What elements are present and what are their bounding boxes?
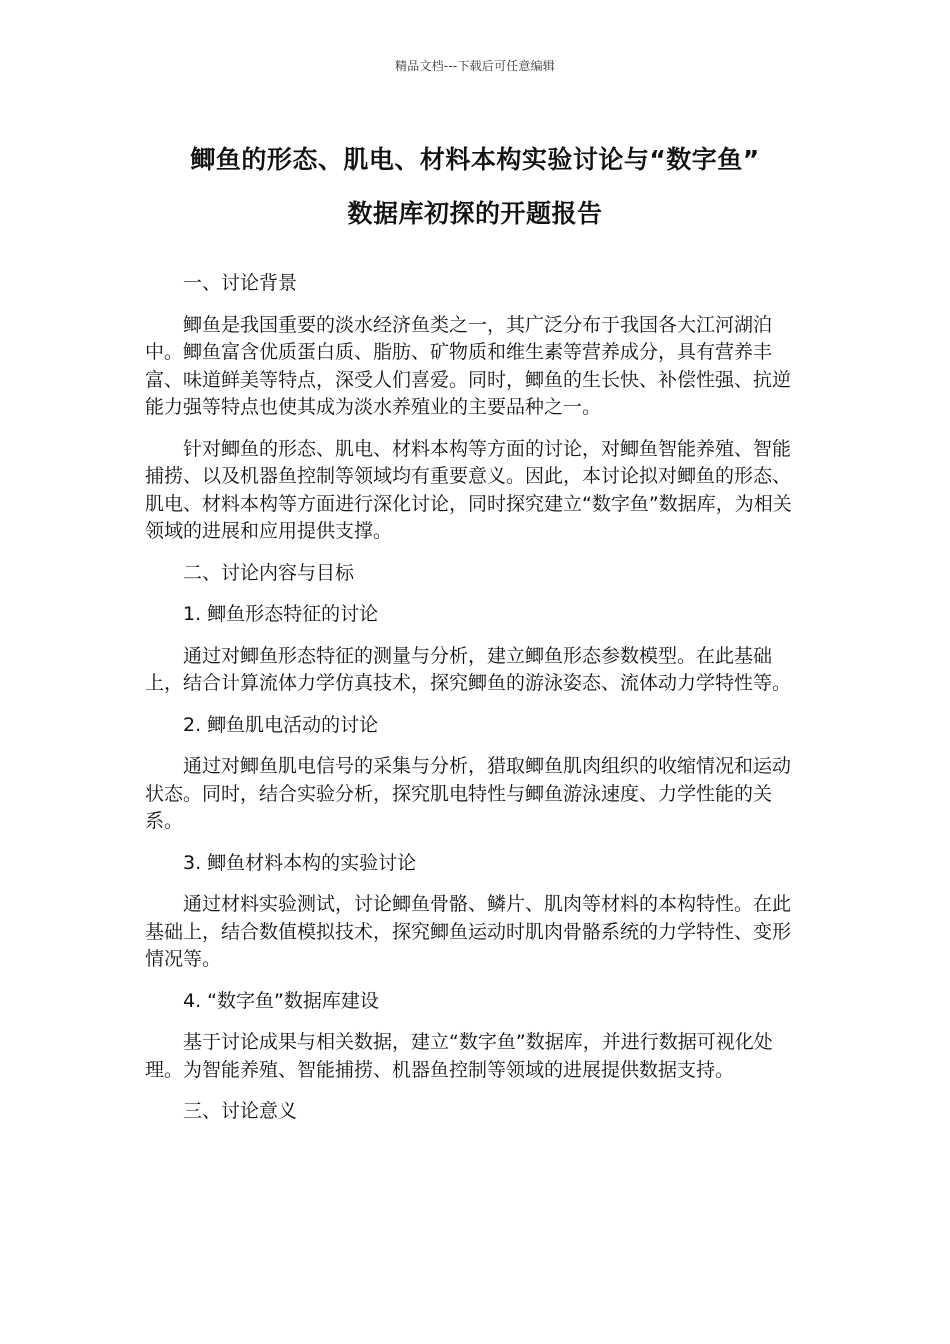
header-note: 精品文档---下载后可任意编辑 <box>395 59 555 73</box>
subsection-heading-material: 3. 鲫鱼材料本构的实验讨论 <box>183 851 417 874</box>
document-title-line-2: 数据库初探的开题报告 <box>347 199 603 228</box>
paragraph-background-2: 针对鲫鱼的形态、肌电、材料本构等方面的讨论，对鲫鱼智能养殖、智能捕捞、以及机器鱼控制等领域均有重要意义。因此，本讨论拟对鲫鱼的形态、肌电、材料本构等方面进行深化讨论，同时探究建立“数字鱼”数据库，为相关领域的进展和应用提供支撑。 <box>145 437 792 542</box>
paragraph-morphology: 通过对鲫鱼形态特征的测量与分析，建立鲫鱼形态参数模型。在此基础上，结合计算流体力学仿真技术，探究鲫鱼的游泳姿态、流体动力学特性等。 <box>145 644 792 694</box>
paragraph-emg: 通过对鲫鱼肌电信号的采集与分析，猎取鲫鱼肌肉组织的收缩情况和运动状态。同时，结合实验分析，探究肌电特性与鲫鱼游泳速度、力学性能的关系。 <box>145 755 792 832</box>
paragraph-material: 通过材料实验测试，讨论鲫鱼骨骼、鳞片、肌肉等材料的本构特性。在此基础上，结合数值模拟技术，探究鲫鱼运动时肌肉骨骼系统的力学特性、变形情况等。 <box>145 893 792 970</box>
subsection-heading-database: 4. “数字鱼”数据库建设 <box>183 989 379 1012</box>
subsection-heading-morphology: 1. 鲫鱼形态特征的讨论 <box>183 603 379 625</box>
section-heading-content-goals: 二、讨论内容与目标 <box>183 561 355 584</box>
document-title-line-1: 鲫鱼的形态、肌电、材料本构实验讨论与“数字鱼” <box>190 145 760 174</box>
paragraph-background-1: 鲫鱼是我国重要的淡水经济鱼类之一，其广泛分布于我国各大江河湖泊中。鲫鱼富含优质蛋白质、脂肪、矿物质和维生素等营养成分，具有营养丰富、味道鲜美等特点，深受人们喜爱。同时，鲫鱼的生长快、补偿性强、抗逆能力强等特点也使其成为淡水养殖业的主要品种之一。 <box>145 313 792 418</box>
section-heading-background: 一、讨论背景 <box>183 272 298 294</box>
subsection-heading-emg: 2. 鲫鱼肌电活动的讨论 <box>183 713 379 736</box>
document-body <box>145 270 805 1140</box>
section-heading-significance: 三、讨论意义 <box>183 1100 298 1122</box>
paragraph-database: 基于讨论成果与相关数据，建立“数字鱼”数据库，并进行数据可视化处理。为智能养殖、智能捕捞、机器鱼控制等领域的进展提供数据支持。 <box>145 1031 773 1081</box>
